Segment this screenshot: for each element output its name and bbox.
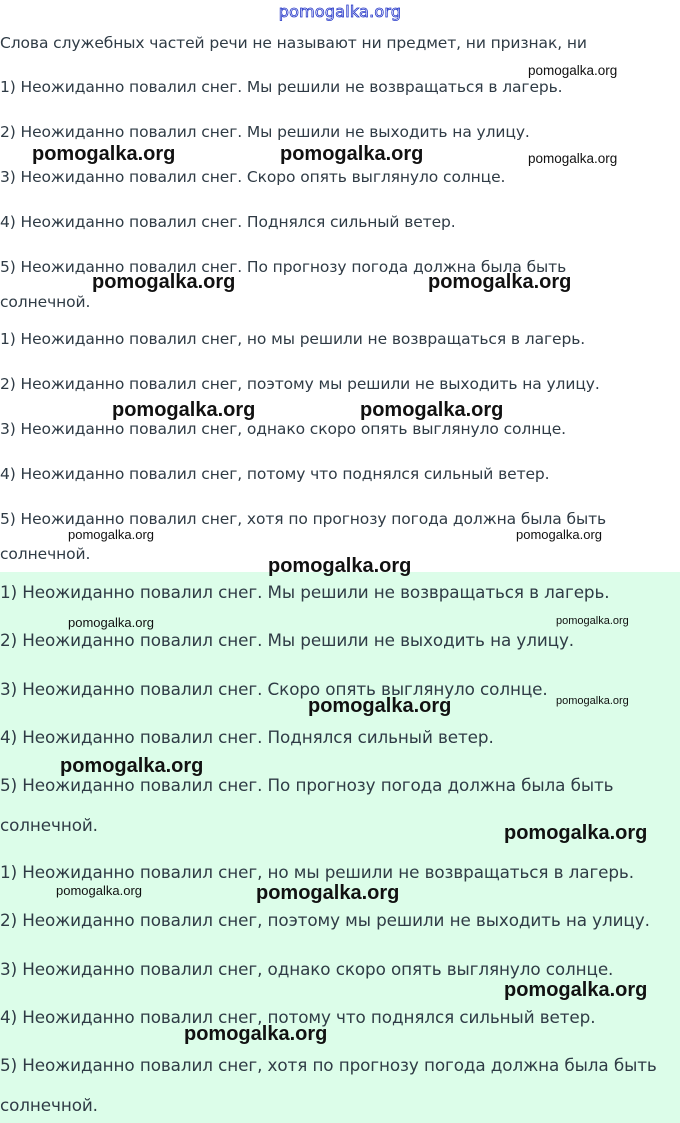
watermark: pomogalka.org: [60, 755, 204, 777]
site-header-logo[interactable]: pomogalka.org: [278, 2, 402, 21]
answer-sentence-3: 3) Неожиданно повалил снег. Скоро опять выглянуло солнце.: [0, 679, 548, 699]
answer-sentence-5-cont: солнечной.: [0, 815, 98, 835]
watermark: pomogalka.org: [68, 527, 154, 542]
answer-sentence-2: 2) Неожиданно повалил снег. Мы решили не выходить на улицу.: [0, 630, 575, 650]
task-combined-2: 2) Неожиданно повалил снег, поэтому мы решили не выходить на улицу.: [0, 375, 600, 393]
answer-combined-3: 3) Неожиданно повалил снег, однако скоро опять выглянуло солнце.: [0, 959, 614, 979]
answer-combined-2: 2) Неожиданно повалил снег, поэтому мы решили не выходить на улицу.: [0, 910, 650, 930]
task-sentence-4: 4) Неожиданно повалил снег. Поднялся сильный ветер.: [0, 213, 456, 231]
task-combined-3: 3) Неожиданно повалил снег, однако скоро опять выглянуло солнце.: [0, 420, 566, 438]
answer-combined-5-cont: солнечной.: [0, 1095, 98, 1115]
answer-sentence-4: 4) Неожиданно повалил снег. Поднялся сильный ветер.: [0, 727, 494, 747]
watermark: pomogalka.org: [528, 151, 618, 166]
task-combined-1: 1) Неожиданно повалил снег, но мы решили не возвращаться в лагерь.: [0, 330, 586, 348]
watermark: pomogalka.org: [504, 979, 648, 1001]
watermark: pomogalka.org: [428, 271, 572, 293]
task-sentence-5-cont: солнечной.: [0, 293, 91, 311]
answer-combined-4: 4) Неожиданно повалил снег, потому что поднялся сильный ветер.: [0, 1007, 596, 1027]
watermark: pomogalka.org: [556, 615, 629, 627]
watermark: pomogalka.org: [308, 695, 452, 717]
watermark: pomogalka.org: [256, 882, 400, 904]
task-sentence-5: 5) Неожиданно повалил снег. По прогнозу погода должна была быть: [0, 258, 567, 276]
answer-sentence-1: 1) Неожиданно повалил снег. Мы решили не возвращаться в лагерь.: [0, 582, 610, 602]
watermark: pomogalka.org: [56, 883, 142, 898]
watermark: pomogalka.org: [112, 399, 256, 421]
intro-text: Слова служебных частей речи не называют ни предмет, ни признак, ни: [0, 34, 587, 52]
answer-sentence-5: 5) Неожиданно повалил снег. По прогнозу погода должна была быть: [0, 775, 614, 795]
task-combined-5: 5) Неожиданно повалил снег, хотя по прогнозу погода должна была быть: [0, 510, 607, 528]
watermark: pomogalka.org: [32, 143, 176, 165]
task-sentence-1: 1) Неожиданно повалил снег. Мы решили не возвращаться в лагерь.: [0, 78, 563, 96]
answer-combined-1: 1) Неожиданно повалил снег, но мы решили не возвращаться в лагерь.: [0, 862, 634, 882]
watermark: pomogalka.org: [528, 63, 618, 78]
watermark: pomogalka.org: [184, 1023, 328, 1045]
answer-block: [0, 572, 680, 1123]
watermark: pomogalka.org: [92, 271, 236, 293]
watermark: pomogalka.org: [280, 143, 424, 165]
task-combined-4: 4) Неожиданно повалил снег, потому что поднялся сильный ветер.: [0, 465, 550, 483]
watermark: pomogalka.org: [504, 822, 648, 844]
watermark: pomogalka.org: [68, 615, 154, 630]
task-combined-5-cont: солнечной.: [0, 545, 91, 563]
watermark: pomogalka.org: [556, 695, 629, 707]
task-sentence-2: 2) Неожиданно повалил снег. Мы решили не выходить на улицу.: [0, 123, 530, 141]
task-sentence-3: 3) Неожиданно повалил снег. Скоро опять выглянуло солнце.: [0, 168, 506, 186]
watermark: pomogalka.org: [268, 555, 412, 577]
watermark: pomogalka.org: [360, 399, 504, 421]
watermark: pomogalka.org: [516, 527, 602, 542]
answer-combined-5: 5) Неожиданно повалил снег, хотя по прогнозу погода должна была быть: [0, 1055, 657, 1075]
